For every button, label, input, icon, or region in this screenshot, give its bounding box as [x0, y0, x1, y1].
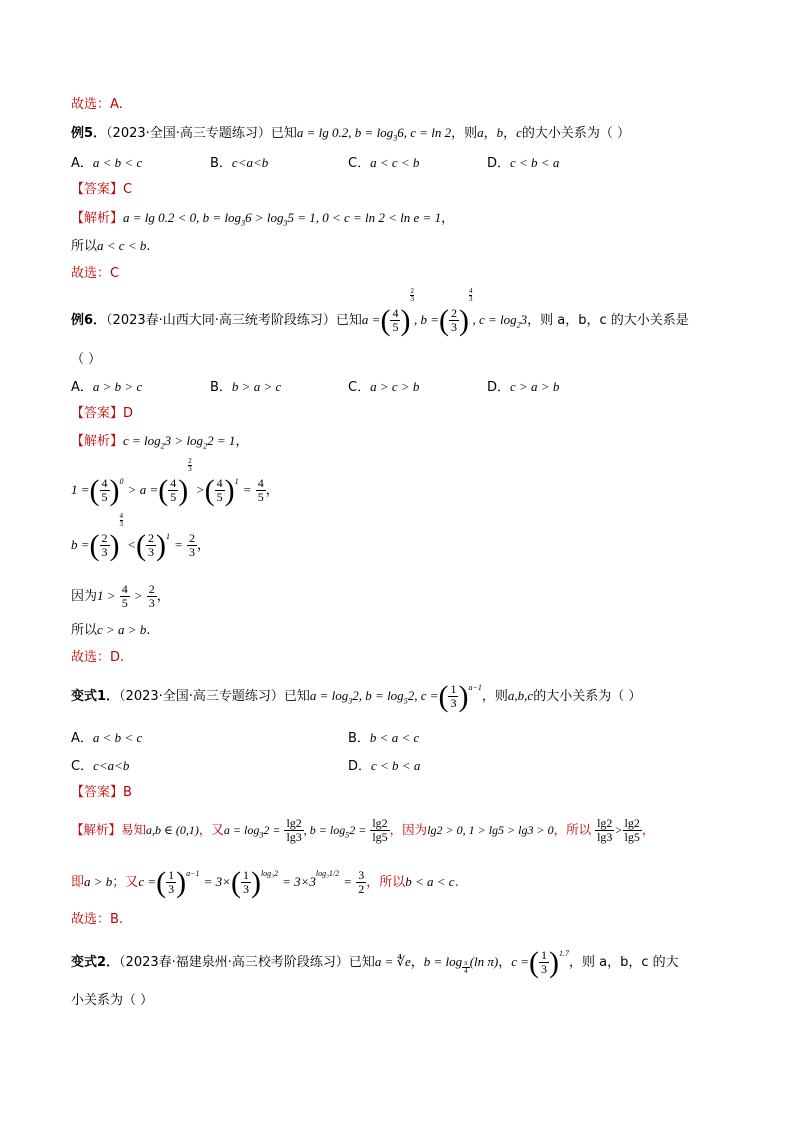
denominator: 3 [147, 545, 154, 559]
conclusion-line [71, 95, 123, 115]
answer-label: 【答案】 [71, 406, 124, 421]
option-key: A． [71, 380, 93, 395]
numerator: 2 [188, 457, 192, 465]
option-value: c < b < a [371, 758, 421, 773]
math-expression: = 3×3 [282, 874, 316, 889]
denominator: 5 [216, 490, 223, 504]
punctuation: ， [410, 955, 424, 970]
variant-1-question [71, 676, 641, 716]
numerator: 3 [358, 868, 365, 882]
question-source: （2023春·山西大同·高三统考阶段练习）已知 [106, 313, 362, 328]
math-expression: = 3× [203, 874, 231, 889]
fraction [256, 477, 266, 504]
option-value: a < b < c [92, 730, 143, 745]
exponent-part: 1 [328, 869, 333, 878]
paren-open: ( [529, 945, 540, 979]
numerator: 4 [119, 512, 124, 520]
fraction [168, 477, 178, 504]
paren-open: ( [204, 473, 215, 507]
fraction [241, 869, 251, 896]
denominator: 2 [358, 882, 365, 896]
analysis-text: ，所以 [553, 822, 592, 837]
exponent: log₃1/2 [315, 869, 340, 878]
math-expression: a < c < b [97, 238, 147, 253]
fraction [166, 869, 176, 896]
question-text: 小关系为（ ） [71, 993, 154, 1008]
paren-close: ) [155, 528, 166, 562]
math-var: a [477, 125, 484, 140]
question-text: ，则 a，b，c 的大小关系是 [527, 313, 689, 328]
fraction [284, 817, 303, 844]
fraction [215, 477, 225, 504]
question-text: ，则 [481, 689, 508, 704]
exponent-part: 2 [335, 869, 340, 878]
denominator: 3 [450, 320, 457, 334]
math-expression: lg2 > 0, 1 > lg5 > lg3 > 0 [427, 823, 554, 837]
exponent: 1 [234, 477, 239, 486]
option-value: c > a > b [510, 379, 560, 394]
math-operator: > [195, 482, 205, 497]
denominator: lg5 [372, 830, 388, 844]
punctuation: ， [498, 955, 512, 970]
denominator: 3 [242, 882, 249, 896]
denominator: 5 [392, 320, 399, 334]
paren-close: ) [224, 473, 235, 507]
so-line [71, 236, 150, 257]
exponent: a−1 [186, 869, 200, 878]
math-subscript: 3 [393, 133, 398, 143]
punctuation: . [146, 623, 151, 638]
numerator: 1 [541, 948, 548, 962]
exponent-part: log₃ [315, 869, 329, 878]
variant-2-question [71, 942, 679, 982]
paren-close: ) [178, 473, 189, 507]
denominator: lg5 [624, 830, 640, 844]
example-6-question [71, 287, 689, 340]
paren-open: ( [380, 303, 391, 337]
question-text: ，则 [451, 126, 478, 141]
math-expression: c > a > b [97, 622, 147, 637]
fraction [448, 683, 458, 710]
numerator: 2 [148, 582, 155, 596]
numerator: 4 [121, 582, 128, 596]
answer-label: 【答案】 [71, 785, 124, 800]
paren-open: ( [230, 865, 241, 899]
math-subscript: 2 [203, 441, 208, 451]
denominator: 3 [468, 295, 473, 303]
punctuation: ， [441, 211, 455, 226]
analysis-step-b [71, 512, 211, 565]
question-text: ，则 a，b，c 的大 [569, 955, 679, 970]
conclusion-text: 故选：A. [71, 97, 123, 112]
analysis-text: ，因为 [389, 822, 428, 837]
analysis-text: 即 [71, 875, 85, 890]
math-given: b = log [423, 954, 463, 969]
math-operator: = [343, 874, 353, 889]
question-paren-line [71, 350, 101, 370]
paren-open: ( [89, 528, 100, 562]
analysis-line [71, 208, 454, 234]
paren-open: ( [89, 473, 100, 507]
option-value: a > c > b [370, 379, 420, 394]
option-value: a < c < b [370, 155, 420, 170]
math-expression: a,b ∈ (0,1) [146, 823, 199, 837]
math-var: b [496, 125, 504, 140]
math-operator: > [614, 823, 623, 837]
numerator: 2 [410, 287, 414, 295]
punctuation: ， [265, 483, 279, 498]
question-source: （2023·全国·高三专题练习）已知 [106, 126, 297, 141]
paren-open: ( [158, 473, 169, 507]
analysis-line [71, 812, 654, 848]
example-label: 例5． [71, 126, 107, 141]
analysis-text: ，所以 [366, 875, 406, 890]
option-value: c < b < a [510, 155, 560, 170]
fraction [147, 583, 157, 610]
math-operator: < [127, 537, 136, 552]
analysis-label: 【解析】 [71, 822, 122, 837]
math-expression: 2 = [349, 823, 367, 837]
numerator: 2 [101, 531, 108, 545]
option-value: c<a<b [231, 155, 269, 170]
example-label: 例6． [71, 313, 107, 328]
math-expression: c = [138, 874, 157, 889]
option-key: A． [71, 731, 93, 746]
option-b [210, 153, 268, 174]
math-given: a = [361, 312, 381, 327]
option-a [71, 377, 142, 398]
option-c [71, 756, 129, 777]
math-expression: 5 = 1, 0 < c = ln 2 < ln e = 1 [287, 210, 442, 225]
option-c [348, 377, 419, 398]
exponent-fraction [469, 288, 473, 303]
variant-2-question-cont [71, 991, 153, 1011]
denominator: 3 [541, 962, 548, 976]
option-key: B． [210, 156, 232, 171]
math-expression: 6 > log [245, 210, 284, 225]
math-subscript: 2 [160, 441, 165, 451]
denominator: 3 [101, 545, 108, 559]
option-a [71, 153, 142, 174]
numerator: 1 [450, 682, 457, 696]
math-expression: a > b [84, 874, 113, 889]
conclusion-text: 故选：C [71, 266, 120, 281]
numerator: 4 [392, 306, 399, 320]
numerator: 1 [168, 868, 175, 882]
fraction [100, 532, 110, 559]
denominator: 5 [101, 490, 108, 504]
math-given: c = [511, 954, 530, 969]
numerator: π [464, 959, 468, 968]
option-d [348, 756, 420, 777]
option-d [487, 153, 559, 174]
fraction [595, 817, 614, 844]
math-subscript [462, 959, 470, 976]
conclusion-line [71, 910, 123, 930]
analysis-line [71, 431, 248, 457]
question-source: （2023春·福建泉州·高三校考阶段练习）已知 [119, 955, 375, 970]
example-label: 变式1． [71, 689, 120, 704]
math-given: a = ∜e [374, 954, 411, 969]
because-text: 因为 [71, 589, 98, 604]
option-value: b > a > c [231, 379, 282, 394]
math-expression: 3 > log [164, 433, 204, 448]
fraction [120, 583, 130, 610]
option-key: A． [71, 156, 93, 171]
answer-value: C [123, 182, 133, 197]
paren-close: ) [176, 865, 187, 899]
math-expression: c = log [123, 433, 161, 448]
math-expression: b < a < c [405, 874, 455, 889]
fraction [390, 307, 400, 334]
exponent: 0 [119, 477, 124, 486]
answer-value: D [123, 406, 134, 421]
fraction [539, 949, 549, 976]
option-key: B． [348, 731, 370, 746]
fraction [462, 960, 470, 975]
math-expression: a = lg 0.2 < 0, b = log [123, 210, 242, 225]
denominator: 5 [170, 490, 177, 504]
analysis-label: 【解析】 [71, 434, 124, 449]
example-label: 变式2． [71, 955, 120, 970]
fraction [356, 869, 366, 896]
math-operator: > [133, 588, 143, 603]
fraction [146, 532, 156, 559]
math-subscript: 2 [516, 320, 521, 330]
math-subscript: 3 [241, 218, 246, 228]
paren-close: ) [458, 679, 469, 713]
paren-close: ) [549, 945, 560, 979]
numerator: 2 [147, 531, 154, 545]
paren-open: ( [438, 303, 449, 337]
so-text: 所以 [71, 623, 98, 638]
analysis-text: 易知 [121, 822, 147, 837]
denominator: 3 [410, 295, 414, 303]
option-value: a < b < c [92, 155, 143, 170]
option-value: a > b > c [92, 379, 143, 394]
punctuation: ， [197, 538, 211, 553]
conclusion-line [71, 648, 124, 668]
so-text: 所以 [71, 239, 98, 254]
math-given: (ln π) [469, 954, 499, 969]
math-given: 6, c = ln 2 [397, 125, 452, 140]
option-key: D． [487, 156, 511, 171]
denominator: 3 [189, 545, 196, 559]
analysis-line-2 [71, 862, 459, 902]
exponent: 1.7 [559, 949, 570, 958]
math-given: , b = [413, 312, 439, 327]
conclusion-text: 故选：B. [71, 912, 124, 927]
paren-close: ) [400, 303, 411, 337]
numerator: 4 [170, 476, 177, 490]
punctuation: ， [641, 822, 655, 837]
option-value: c<a<b [93, 758, 130, 773]
fraction [370, 817, 389, 844]
paren-close: ) [250, 865, 261, 899]
denominator: 3 [450, 696, 457, 710]
option-b [348, 728, 419, 749]
answer-line [71, 783, 132, 803]
question-text: 的大小关系为（ ） [533, 689, 642, 704]
math-given: 2, b = log [352, 688, 404, 703]
numerator: lg2 [286, 816, 302, 830]
paren-open: ( [438, 679, 449, 713]
example-5-question [71, 123, 630, 149]
paren-close: ) [109, 473, 120, 507]
math-expression: a = log [223, 823, 260, 837]
paren-close: ) [458, 303, 469, 337]
answer-label: 【答案】 [71, 182, 124, 197]
math-expression: 1 = [71, 482, 90, 497]
because-line [71, 580, 170, 612]
exponent: a−1 [468, 683, 482, 692]
denominator: 3 [148, 596, 155, 610]
math-expression: > a = [127, 482, 159, 497]
math-subscript: 3 [259, 830, 264, 840]
math-operator: = [242, 482, 252, 497]
conclusion-text: 故选：D. [71, 650, 125, 665]
option-key: C． [348, 380, 371, 395]
answer-value: B [123, 785, 132, 800]
question-source: （2023·全国·高三专题练习）已知 [119, 689, 310, 704]
option-key: B． [210, 380, 232, 395]
denominator: 3 [188, 465, 192, 473]
denominator: 5 [121, 596, 128, 610]
numerator: 4 [216, 476, 223, 490]
numerator: lg2 [624, 816, 640, 830]
numerator: 2 [450, 306, 457, 320]
fraction [449, 307, 459, 334]
option-d [487, 377, 559, 398]
punctuation: . [454, 875, 459, 890]
math-expression: 2 = [263, 823, 281, 837]
math-given: a = log [309, 688, 349, 703]
denominator: lg3 [597, 830, 613, 844]
math-subscript: 3 [283, 218, 288, 228]
math-var: a,b,c [507, 688, 534, 703]
math-operator: = [174, 537, 183, 552]
math-var: c [516, 125, 522, 140]
math-expression: , b = log [303, 823, 346, 837]
question-paren: （ ） [71, 352, 102, 367]
exponent: 1 [165, 532, 170, 541]
exponent-fraction [188, 458, 192, 473]
numerator: 4 [257, 476, 264, 490]
paren-open: ( [156, 865, 167, 899]
math-subscript: 3 [348, 696, 353, 706]
math-given: 3 [520, 312, 528, 327]
option-value: b < a < c [369, 730, 420, 745]
question-text: ， [503, 126, 517, 141]
math-subscript: 5 [403, 696, 408, 706]
option-b [210, 377, 281, 398]
exponent-fraction [410, 288, 414, 303]
exponent: log₃2 [260, 869, 278, 878]
math-given: 2, c = [407, 688, 439, 703]
question-text: 的大小关系为（ ） [521, 126, 631, 141]
math-expression: 1 > [97, 588, 116, 603]
denominator: 5 [257, 490, 264, 504]
denominator: 3 [119, 520, 124, 528]
punctuation: ， [235, 434, 249, 449]
question-text: ， [483, 126, 497, 141]
option-key: D． [348, 759, 372, 774]
analysis-text: ；又 [112, 875, 139, 890]
numerator: lg2 [372, 816, 388, 830]
math-expression: 2 = 1 [207, 433, 236, 448]
math-subscript: 5 [345, 830, 350, 840]
option-a [71, 728, 142, 749]
analysis-text: ，又 [198, 822, 224, 837]
punctuation: ， [156, 589, 170, 604]
so-line [71, 620, 150, 641]
punctuation: . [146, 239, 151, 254]
analysis-step-a [71, 457, 279, 510]
fraction [623, 817, 642, 844]
denominator: 4 [464, 967, 468, 976]
option-c [348, 153, 419, 174]
denominator: lg3 [286, 830, 302, 844]
paren-open: ( [135, 528, 146, 562]
analysis-label: 【解析】 [71, 211, 124, 226]
answer-line [71, 404, 133, 424]
exponent-fraction [120, 513, 124, 528]
numerator: 1 [242, 868, 249, 882]
numerator: 4 [468, 287, 473, 295]
option-key: C． [71, 759, 94, 774]
option-key: C． [348, 156, 371, 171]
math-given: a = lg 0.2, b = log [296, 125, 394, 140]
math-given: , c = log [472, 312, 517, 327]
math-expression: b = [71, 537, 90, 552]
option-key: D． [487, 380, 511, 395]
fraction [100, 477, 110, 504]
conclusion-line [71, 264, 119, 284]
numerator: lg2 [597, 816, 613, 830]
numerator: 2 [189, 531, 196, 545]
numerator: 4 [101, 476, 108, 490]
denominator: 3 [168, 882, 175, 896]
fraction [187, 532, 197, 559]
paren-close: ) [109, 528, 120, 562]
answer-line [71, 180, 132, 200]
